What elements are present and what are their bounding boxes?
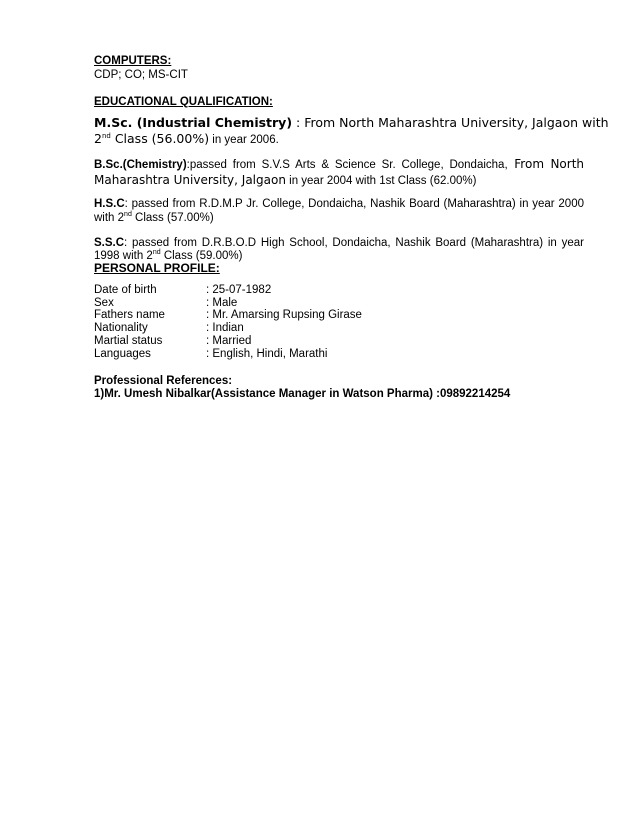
profile-value: : Male [206, 297, 238, 309]
bsc-text-1: :passed from S.V.S Arts & Science Sr. College, Dondaicha, [186, 159, 508, 171]
profile-label: Date of birth [94, 284, 157, 296]
msc-class: Class (56.00%) [110, 131, 210, 146]
hsc-text-2b: Class (57.00%) [131, 212, 214, 224]
ssc-text-1: : passed from D.R.B.O.D High School, Dondaicha, Nashik Board (Maharashtra) in year [124, 237, 584, 249]
profile-value: : English, Hindi, Marathi [206, 348, 328, 360]
msc-class-num: 2 [94, 131, 102, 146]
ssc-text-2b: Class (59.00%) [160, 250, 243, 262]
msc-year: in year 2006. [209, 134, 279, 146]
hsc-text-2a: with 2 [94, 212, 125, 224]
hsc-degree: H.S.C [94, 198, 125, 210]
education-heading: EDUCATIONAL QUALIFICATION: [94, 96, 273, 108]
hsc-sup: nd [124, 211, 132, 218]
bsc-line-2 [94, 172, 584, 189]
ssc-sup: nd [152, 249, 161, 256]
msc-class-sup: nd [101, 132, 111, 140]
profile-value: : Indian [206, 322, 244, 334]
bsc-tail: in year 2004 with 1st Class (62.00%) [285, 175, 477, 187]
profile-label: Martial status [94, 335, 163, 347]
profile-label: Fathers name [94, 309, 165, 321]
profile-value: : Mr. Amarsing Rupsing Girase [206, 309, 362, 321]
profile-label: Languages [94, 348, 151, 360]
profile-value: : Married [206, 335, 252, 347]
personal-heading: PERSONAL PROFILE: [94, 261, 220, 275]
msc-text-1: : From North Maharashtra University, Jalgaon with [296, 115, 609, 130]
bsc-from: From North [514, 157, 585, 171]
profile-label: Sex [94, 297, 114, 309]
profile-value: : 25-07-1982 [206, 284, 272, 296]
hsc-text-1: : passed from R.D.M.P Jr. College, Dondaicha, Nashik Board (Maharashtra) in year 2000 [124, 198, 584, 210]
profile-label: Nationality [94, 322, 148, 334]
ssc-text-2a: 1998 with 2 [94, 250, 153, 262]
hsc-line-1 [94, 197, 584, 211]
ssc-line-1 [94, 236, 584, 250]
computers-value: CDP; CO; MS-CIT [94, 69, 188, 81]
references-heading: Professional References: [94, 375, 233, 387]
computers-heading: COMPUTERS: [94, 55, 172, 67]
bsc-university: Maharashtra University, Jalgaon [94, 173, 286, 187]
msc-line-1 [94, 114, 609, 132]
bsc-degree: B.Sc.(Chemistry) [94, 159, 187, 171]
msc-line-2 [94, 131, 584, 148]
ssc-degree: S.S.C [94, 237, 125, 249]
msc-degree: M.Sc. (Industrial Chemistry) [94, 115, 293, 130]
hsc-line-2 [94, 211, 584, 225]
reference-entry: 1)Mr. Umesh Nibalkar(Assistance Manager in Watson Pharma) :09892214254 [94, 388, 511, 400]
